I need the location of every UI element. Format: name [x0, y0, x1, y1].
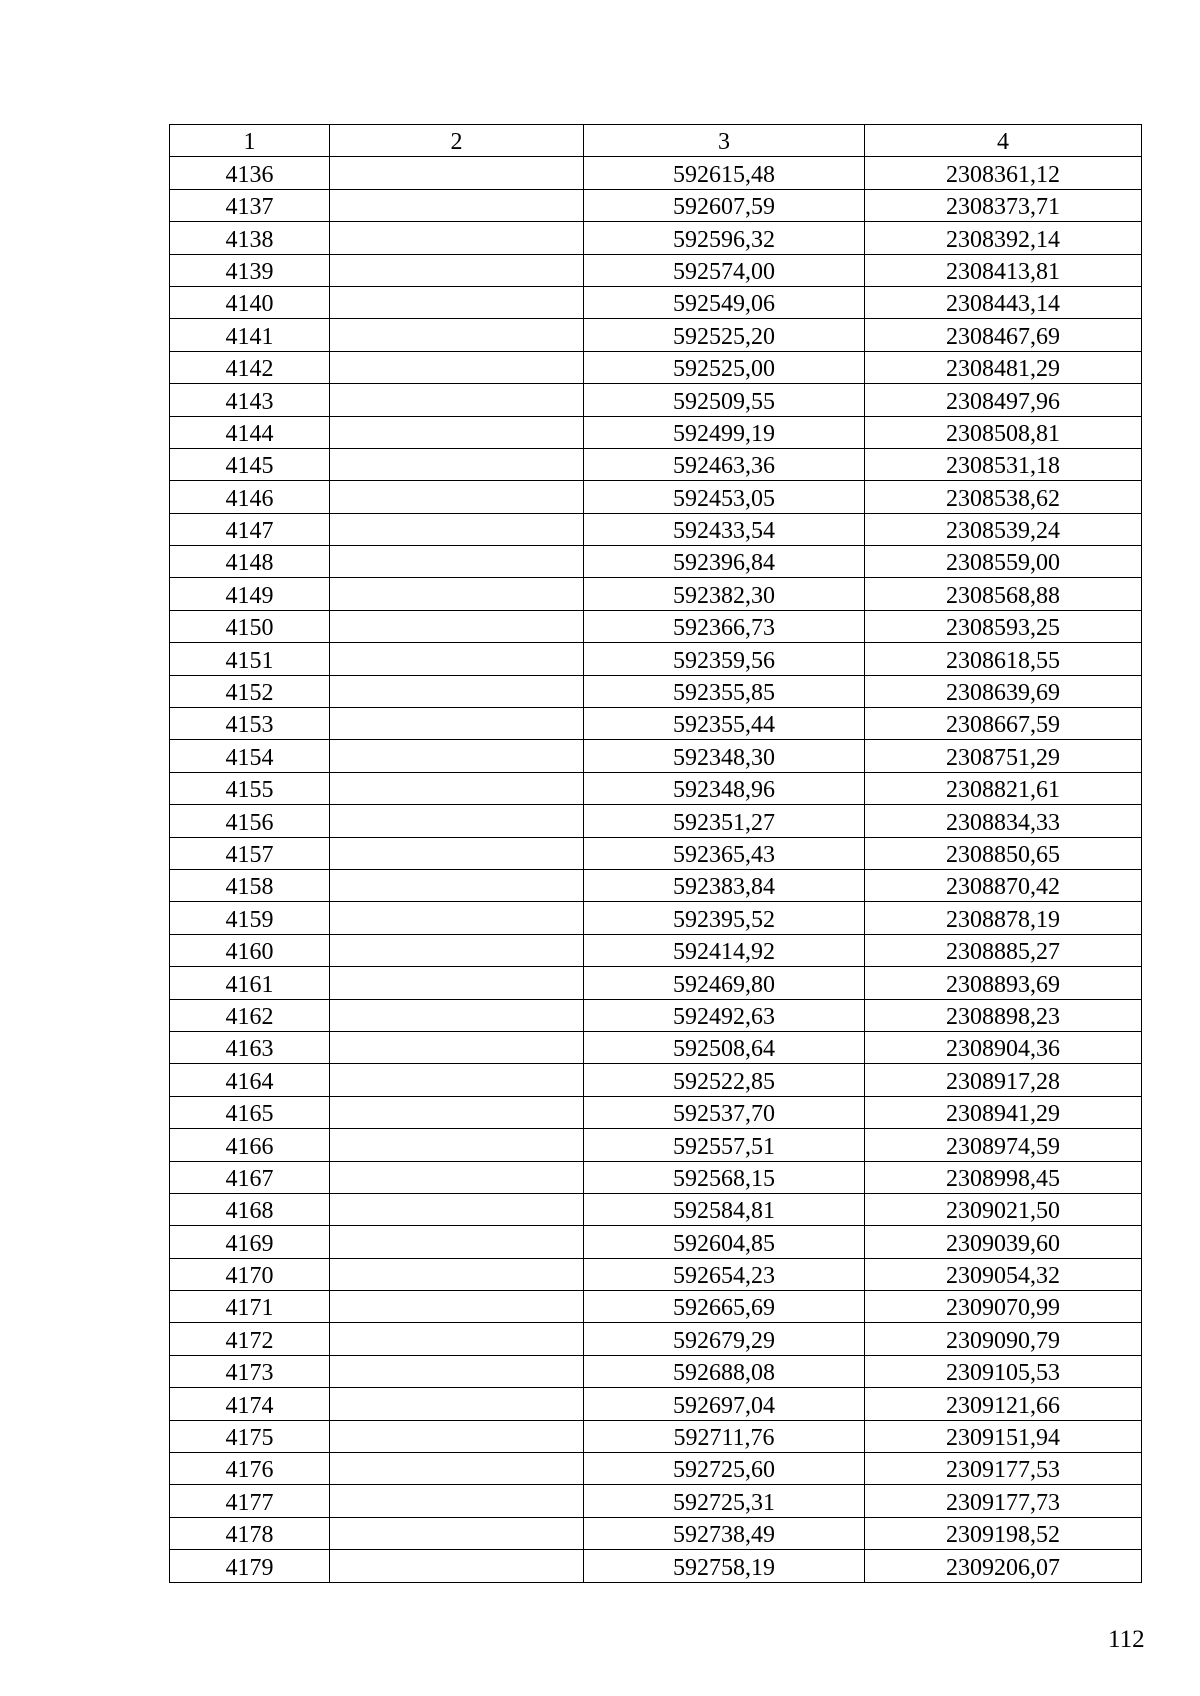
- column-2-cell: [330, 351, 584, 383]
- table-row: [170, 1550, 1142, 1582]
- x-coordinate-cell: 592348,30: [584, 740, 865, 772]
- x-coordinate-cell: 592433,54: [584, 513, 865, 545]
- table-row: [170, 1096, 1142, 1128]
- table-row: [170, 805, 1142, 837]
- y-coordinate-cell: 2308373,71: [865, 189, 1142, 221]
- table-row: [170, 1161, 1142, 1193]
- x-coordinate-cell: 592615,48: [584, 157, 865, 189]
- table-row: [170, 1453, 1142, 1485]
- column-2-cell: [330, 1064, 584, 1096]
- x-coordinate-cell: 592584,81: [584, 1193, 865, 1225]
- column-2-cell: [330, 772, 584, 804]
- point-number-cell: 4156: [170, 805, 330, 837]
- column-2-cell: [330, 1258, 584, 1290]
- column-2-cell: [330, 319, 584, 351]
- column-2-cell: [330, 157, 584, 189]
- y-coordinate-cell: 2308893,69: [865, 967, 1142, 999]
- y-coordinate-cell: 2308998,45: [865, 1161, 1142, 1193]
- point-number-cell: 4178: [170, 1517, 330, 1549]
- y-coordinate-cell: 2308361,12: [865, 157, 1142, 189]
- table-row: [170, 967, 1142, 999]
- table-row: [170, 319, 1142, 351]
- y-coordinate-cell: 2308559,00: [865, 546, 1142, 578]
- x-coordinate-cell: 592654,23: [584, 1258, 865, 1290]
- x-coordinate-cell: 592508,64: [584, 1031, 865, 1063]
- x-coordinate-cell: 592522,85: [584, 1064, 865, 1096]
- point-number-cell: 4148: [170, 546, 330, 578]
- x-coordinate-cell: 592396,84: [584, 546, 865, 578]
- column-2-cell: [330, 384, 584, 416]
- table-row: [170, 643, 1142, 675]
- point-number-cell: 4149: [170, 578, 330, 610]
- x-coordinate-cell: 592463,36: [584, 448, 865, 480]
- column-2-cell: [330, 1485, 584, 1517]
- column-2-cell: [330, 1420, 584, 1452]
- table-row: [170, 740, 1142, 772]
- y-coordinate-cell: 2309151,94: [865, 1420, 1142, 1452]
- y-coordinate-cell: 2308593,25: [865, 610, 1142, 642]
- point-number-cell: 4136: [170, 157, 330, 189]
- column-2-cell: [330, 1517, 584, 1549]
- column-header-4: 4: [865, 125, 1142, 157]
- table-row: [170, 772, 1142, 804]
- column-2-cell: [330, 999, 584, 1031]
- table-row: [170, 902, 1142, 934]
- point-number-cell: 4173: [170, 1355, 330, 1387]
- point-number-cell: 4168: [170, 1193, 330, 1225]
- table-row: [170, 1258, 1142, 1290]
- x-coordinate-cell: 592537,70: [584, 1096, 865, 1128]
- point-number-cell: 4174: [170, 1388, 330, 1420]
- column-2-cell: [330, 1291, 584, 1323]
- table-row: [170, 578, 1142, 610]
- point-number-cell: 4153: [170, 708, 330, 740]
- column-2-cell: [330, 708, 584, 740]
- table-row: [170, 675, 1142, 707]
- column-2-cell: [330, 189, 584, 221]
- x-coordinate-cell: 592738,49: [584, 1517, 865, 1549]
- point-number-cell: 4155: [170, 772, 330, 804]
- table-row: [170, 1517, 1142, 1549]
- column-2-cell: [330, 1226, 584, 1258]
- table-row: [170, 1355, 1142, 1387]
- column-2-cell: [330, 448, 584, 480]
- table-row: [170, 481, 1142, 513]
- x-coordinate-cell: 592365,43: [584, 837, 865, 869]
- point-number-cell: 4167: [170, 1161, 330, 1193]
- y-coordinate-cell: 2308481,29: [865, 351, 1142, 383]
- table-row: [170, 416, 1142, 448]
- y-coordinate-cell: 2308508,81: [865, 416, 1142, 448]
- y-coordinate-cell: 2309054,32: [865, 1258, 1142, 1290]
- column-2-cell: [330, 869, 584, 901]
- y-coordinate-cell: 2308850,65: [865, 837, 1142, 869]
- column-2-cell: [330, 1355, 584, 1387]
- column-2-cell: [330, 578, 584, 610]
- column-2-cell: [330, 837, 584, 869]
- table-row: [170, 222, 1142, 254]
- x-coordinate-cell: 592351,27: [584, 805, 865, 837]
- point-number-cell: 4169: [170, 1226, 330, 1258]
- y-coordinate-cell: 2308568,88: [865, 578, 1142, 610]
- y-coordinate-cell: 2309198,52: [865, 1517, 1142, 1549]
- x-coordinate-cell: 592525,00: [584, 351, 865, 383]
- table-row: [170, 999, 1142, 1031]
- column-2-cell: [330, 1550, 584, 1582]
- y-coordinate-cell: 2309121,66: [865, 1388, 1142, 1420]
- x-coordinate-cell: 592499,19: [584, 416, 865, 448]
- x-coordinate-cell: 592492,63: [584, 999, 865, 1031]
- table-row: [170, 610, 1142, 642]
- point-number-cell: 4160: [170, 934, 330, 966]
- table-row: [170, 1388, 1142, 1420]
- table-row: [170, 513, 1142, 545]
- point-number-cell: 4164: [170, 1064, 330, 1096]
- point-number-cell: 4163: [170, 1031, 330, 1063]
- table-row: [170, 546, 1142, 578]
- x-coordinate-cell: 592604,85: [584, 1226, 865, 1258]
- table-row: [170, 1031, 1142, 1063]
- x-coordinate-cell: 592366,73: [584, 610, 865, 642]
- coordinates-table: [169, 124, 1142, 1583]
- x-coordinate-cell: 592574,00: [584, 254, 865, 286]
- y-coordinate-cell: 2309070,99: [865, 1291, 1142, 1323]
- y-coordinate-cell: 2308497,96: [865, 384, 1142, 416]
- x-coordinate-cell: 592725,31: [584, 1485, 865, 1517]
- y-coordinate-cell: 2308539,24: [865, 513, 1142, 545]
- y-coordinate-cell: 2308618,55: [865, 643, 1142, 675]
- point-number-cell: 4137: [170, 189, 330, 221]
- column-2-cell: [330, 1129, 584, 1161]
- point-number-cell: 4152: [170, 675, 330, 707]
- y-coordinate-cell: 2308941,29: [865, 1096, 1142, 1128]
- column-2-cell: [330, 513, 584, 545]
- y-coordinate-cell: 2309177,73: [865, 1485, 1142, 1517]
- point-number-cell: 4159: [170, 902, 330, 934]
- column-header-3: 3: [584, 125, 865, 157]
- x-coordinate-cell: 592525,20: [584, 319, 865, 351]
- y-coordinate-cell: 2308639,69: [865, 675, 1142, 707]
- x-coordinate-cell: 592568,15: [584, 1161, 865, 1193]
- column-2-cell: [330, 254, 584, 286]
- column-2-cell: [330, 1388, 584, 1420]
- x-coordinate-cell: 592383,84: [584, 869, 865, 901]
- point-number-cell: 4166: [170, 1129, 330, 1161]
- x-coordinate-cell: 592697,04: [584, 1388, 865, 1420]
- table-body: [170, 157, 1142, 1582]
- point-number-cell: 4138: [170, 222, 330, 254]
- y-coordinate-cell: 2308751,29: [865, 740, 1142, 772]
- point-number-cell: 4175: [170, 1420, 330, 1452]
- y-coordinate-cell: 2308413,81: [865, 254, 1142, 286]
- x-coordinate-cell: 592348,96: [584, 772, 865, 804]
- table-row: [170, 448, 1142, 480]
- x-coordinate-cell: 592453,05: [584, 481, 865, 513]
- point-number-cell: 4145: [170, 448, 330, 480]
- table-row: [170, 1485, 1142, 1517]
- x-coordinate-cell: 592679,29: [584, 1323, 865, 1355]
- table-row: [170, 1129, 1142, 1161]
- x-coordinate-cell: 592382,30: [584, 578, 865, 610]
- column-2-cell: [330, 1453, 584, 1485]
- x-coordinate-cell: 592469,80: [584, 967, 865, 999]
- column-2-cell: [330, 610, 584, 642]
- table-row: [170, 286, 1142, 318]
- column-2-cell: [330, 222, 584, 254]
- y-coordinate-cell: 2308667,59: [865, 708, 1142, 740]
- x-coordinate-cell: 592355,85: [584, 675, 865, 707]
- column-2-cell: [330, 967, 584, 999]
- x-coordinate-cell: 592607,59: [584, 189, 865, 221]
- point-number-cell: 4144: [170, 416, 330, 448]
- point-number-cell: 4157: [170, 837, 330, 869]
- table-row: [170, 1193, 1142, 1225]
- point-number-cell: 4146: [170, 481, 330, 513]
- y-coordinate-cell: 2308443,14: [865, 286, 1142, 318]
- y-coordinate-cell: 2308538,62: [865, 481, 1142, 513]
- y-coordinate-cell: 2309206,07: [865, 1550, 1142, 1582]
- column-2-cell: [330, 740, 584, 772]
- y-coordinate-cell: 2308467,69: [865, 319, 1142, 351]
- point-number-cell: 4150: [170, 610, 330, 642]
- point-number-cell: 4172: [170, 1323, 330, 1355]
- table-row: [170, 708, 1142, 740]
- column-2-cell: [330, 805, 584, 837]
- table-row: [170, 384, 1142, 416]
- column-2-cell: [330, 1161, 584, 1193]
- point-number-cell: 4147: [170, 513, 330, 545]
- point-number-cell: 4161: [170, 967, 330, 999]
- column-2-cell: [330, 934, 584, 966]
- column-2-cell: [330, 416, 584, 448]
- point-number-cell: 4165: [170, 1096, 330, 1128]
- x-coordinate-cell: 592355,44: [584, 708, 865, 740]
- y-coordinate-cell: 2308885,27: [865, 934, 1142, 966]
- column-2-cell: [330, 643, 584, 675]
- x-coordinate-cell: 592665,69: [584, 1291, 865, 1323]
- column-2-cell: [330, 1323, 584, 1355]
- column-2-cell: [330, 1096, 584, 1128]
- x-coordinate-cell: 592414,92: [584, 934, 865, 966]
- x-coordinate-cell: 592359,56: [584, 643, 865, 675]
- y-coordinate-cell: 2308870,42: [865, 869, 1142, 901]
- y-coordinate-cell: 2309105,53: [865, 1355, 1142, 1387]
- y-coordinate-cell: 2308974,59: [865, 1129, 1142, 1161]
- x-coordinate-cell: 592557,51: [584, 1129, 865, 1161]
- table-row: [170, 1420, 1142, 1452]
- point-number-cell: 4158: [170, 869, 330, 901]
- y-coordinate-cell: 2309039,60: [865, 1226, 1142, 1258]
- x-coordinate-cell: 592509,55: [584, 384, 865, 416]
- x-coordinate-cell: 592725,60: [584, 1453, 865, 1485]
- point-number-cell: 4143: [170, 384, 330, 416]
- x-coordinate-cell: 592711,76: [584, 1420, 865, 1452]
- table-row: [170, 351, 1142, 383]
- table-row: [170, 1226, 1142, 1258]
- table-row: [170, 869, 1142, 901]
- x-coordinate-cell: 592596,32: [584, 222, 865, 254]
- column-2-cell: [330, 902, 584, 934]
- y-coordinate-cell: 2308392,14: [865, 222, 1142, 254]
- column-2-cell: [330, 546, 584, 578]
- table-row: [170, 837, 1142, 869]
- column-2-cell: [330, 1031, 584, 1063]
- x-coordinate-cell: 592688,08: [584, 1355, 865, 1387]
- column-2-cell: [330, 286, 584, 318]
- y-coordinate-cell: 2308531,18: [865, 448, 1142, 480]
- table-row: [170, 189, 1142, 221]
- x-coordinate-cell: 592395,52: [584, 902, 865, 934]
- x-coordinate-cell: 592758,19: [584, 1550, 865, 1582]
- header-row: [170, 125, 1142, 157]
- y-coordinate-cell: 2308904,36: [865, 1031, 1142, 1063]
- point-number-cell: 4162: [170, 999, 330, 1031]
- y-coordinate-cell: 2308898,23: [865, 999, 1142, 1031]
- table-row: [170, 254, 1142, 286]
- point-number-cell: 4170: [170, 1258, 330, 1290]
- column-2-cell: [330, 1193, 584, 1225]
- column-2-cell: [330, 675, 584, 707]
- table-row: [170, 1064, 1142, 1096]
- x-coordinate-cell: 592549,06: [584, 286, 865, 318]
- table-row: [170, 934, 1142, 966]
- point-number-cell: 4154: [170, 740, 330, 772]
- point-number-cell: 4139: [170, 254, 330, 286]
- y-coordinate-cell: 2309177,53: [865, 1453, 1142, 1485]
- y-coordinate-cell: 2308917,28: [865, 1064, 1142, 1096]
- table-row: [170, 1323, 1142, 1355]
- y-coordinate-cell: 2309021,50: [865, 1193, 1142, 1225]
- column-2-cell: [330, 481, 584, 513]
- column-header-2: 2: [330, 125, 584, 157]
- page-number: 112: [1108, 1626, 1145, 1653]
- point-number-cell: 4141: [170, 319, 330, 351]
- point-number-cell: 4179: [170, 1550, 330, 1582]
- table-row: [170, 157, 1142, 189]
- y-coordinate-cell: 2309090,79: [865, 1323, 1142, 1355]
- y-coordinate-cell: 2308821,61: [865, 772, 1142, 804]
- point-number-cell: 4176: [170, 1453, 330, 1485]
- column-header-1: 1: [170, 125, 330, 157]
- y-coordinate-cell: 2308878,19: [865, 902, 1142, 934]
- point-number-cell: 4142: [170, 351, 330, 383]
- point-number-cell: 4140: [170, 286, 330, 318]
- point-number-cell: 4177: [170, 1485, 330, 1517]
- point-number-cell: 4151: [170, 643, 330, 675]
- y-coordinate-cell: 2308834,33: [865, 805, 1142, 837]
- table-row: [170, 1291, 1142, 1323]
- point-number-cell: 4171: [170, 1291, 330, 1323]
